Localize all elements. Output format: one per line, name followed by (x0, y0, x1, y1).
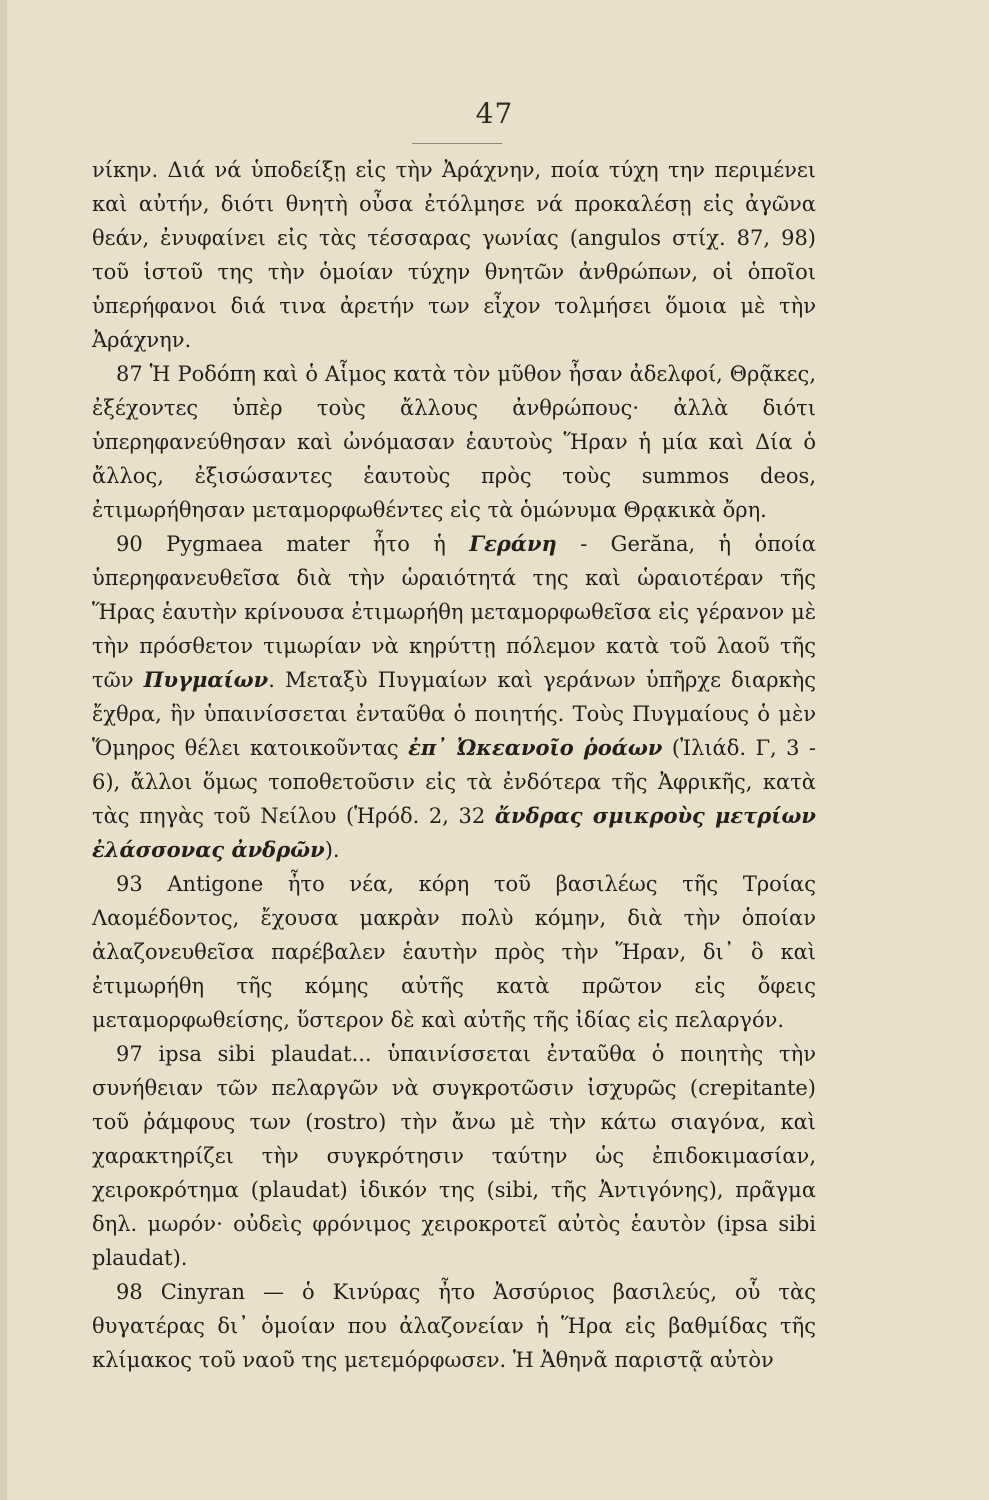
emphasis-gerane: Γεράνη (469, 531, 557, 556)
paragraph-arachne: νίκην. Διά νά ὑποδείξῃ εἰς τὴν Ἀράχνην, ποία τύχη την περιμένει καὶ αὐτήν, διότι θνητὴ οὖσα ἐτόλμησε νά προκαλέσῃ εἰς ἀγῶνα θεάν, ἐνυφαίνει εἰς τὰς τέσσαρας γωνίας (angulos στίχ. 87, 98) τοῦ ἱστοῦ της τὴν ὁμοίαν τύχην θνητῶν ἀνθρώπων, οἱ ὁποῖοι ὑπερήφανοι διά τινα ἀρετήν των εἶχον τολμήσει ὅμοια μὲ τὴν Ἀράχνην. (92, 158, 816, 352)
page-number-rule (412, 143, 502, 144)
paragraph-98: 98 Cinyran — ὁ Κινύρας ἦτο Ἀσσύριος βασιλεύς, οὗ τὰς θυγατέρας δι᾽ ὁμοίαν που ἀλαζονείαν ἡ Ἥρα εἰς βαθμίδας τῆς κλίμακος τοῦ ναοῦ της μετεμόρφωσεν. Ἡ Ἀθηνᾶ παριστᾷ αὐτὸν (92, 1280, 816, 1372)
paragraph-93: 93 Antigone ἦτο νέα, κόρη τοῦ βασιλέως τῆς Τροίας Λαομέδοντος, ἔχουσα μακρὰν πολὺ κόμην, διὰ τὴν ὁποίαν ἀλαζονευθεῖσα παρέβαλεν ἑαυτὴν πρὸς τὴν Ἥραν, δι᾽ ὃ καὶ ἐτιμωρήθη τῆς κόμης αὐτῆς κατὰ πρῶτον εἰς ὄφεις μεταμορφωθείσης, ὕστερον δὲ καὶ αὐτῆς τῆς ἰδίας εἰς πελαργόν. (92, 872, 816, 1032)
emphasis-pygmaion: Πυγμαίων (143, 667, 269, 692)
paragraph-90-end: ). (324, 838, 340, 862)
paragraph-90-middle-2: . Μεταξὺ Πυγμαίων καὶ γεράνων ὑπῆρχε διαρκὴς ἔχθρα, ἣν ὑπαινίσσεται ἐνταῦθα ὁ ποιητής. Τοὺς Πυγμαίους ὁ μὲν Ὅμηρος θέλει κατοικοῦντας (92, 668, 817, 760)
paragraph-90-middle-1: - Gerăna, ἡ ὁποία ὑπερηφανευθεῖσα διὰ τὴν ὡραιότητά της καὶ ὡραιοτέραν τῆς Ἥρας ἑαυτὴν κρίνουσα ἐτιμωρήθη μεταμορφωθεῖσα εἰς γέρανον μὲ τὴν πρόσθετον τιμωρίαν νὰ κηρύττῃ πόλεμον κατὰ τοῦ λαοῦ τῆς τῶν (92, 532, 816, 692)
emphasis-okeanoio: ἐπ᾽ Ὠκεανοῖο ῥοάων (408, 735, 663, 760)
emphasis-herodotus-quote: ἄνδρας σμικροὺς μετρίων ἐλάσσονας ἀνδρῶν (92, 803, 816, 862)
page-number: 47 (475, 97, 514, 130)
paragraph-97: 97 ipsa sibi plaudat... ὑπαινίσσεται ἐνταῦθα ὁ ποιητὴς τὴν συνήθειαν τῶν πελαργῶν νὰ συγκροτῶσιν ἰσχυρῶς (crepitante) τοῦ ῥάμφους των (rostro) τὴν ἄνω μὲ τὴν κάτω σιαγόνα, καὶ χαρακτηρίζει τὴν συγκρότησιν ταύτην ὡς ἐπιδοκιμασίαν, χειροκρότημα (plaudat) ἰδικόν της (sibi, τῆς Ἀντιγόνης), πρᾶγμα δηλ. μωρόν· οὐδεὶς φρόνιμος χειροκροτεῖ αὐτὸς ἑαυτὸν (ipsa sibi plaudat). (92, 1042, 816, 1270)
paragraph-90 (92, 527, 816, 867)
paragraph-90-intro: 90 Pygmaea mater ἦτο ἡ (116, 532, 470, 556)
paragraph-87: 87 Ἡ Ροδόπη καὶ ὁ Αἷμος κατὰ τὸν μῦθον ἦσαν ἀδελφοί, Θρᾷκες, ἐξέχοντες ὑπὲρ τοὺς ἄλλους ἀνθρώπους· ἀλλὰ διότι ὑπερηφανεύθησαν καὶ ὠνόμασαν ἑαυτοὺς Ἥραν ἡ μία καὶ Δία ὁ ἄλλος, ἐξισώσαντες ἑαυτοὺς πρὸς τοὺς summos deos, ἐτιμωρήθησαν μεταμορφωθέντες εἰς τὰ ὁμώνυμα Θρᾳκικὰ ὄρη. (92, 362, 816, 522)
page-edge (0, 0, 7, 1500)
paragraph-90-middle-3: (Ἰλιάδ. Γ, 3 - 6), ἄλλοι ὅμως τοποθετοῦσιν εἰς τὰ ἐνδότερα τῆς Ἀφρικῆς, κατὰ τὰς πηγὰς τοῦ Νείλου (Ἡρόδ. 2, 32 (92, 736, 816, 828)
commentary-text (92, 153, 816, 1377)
